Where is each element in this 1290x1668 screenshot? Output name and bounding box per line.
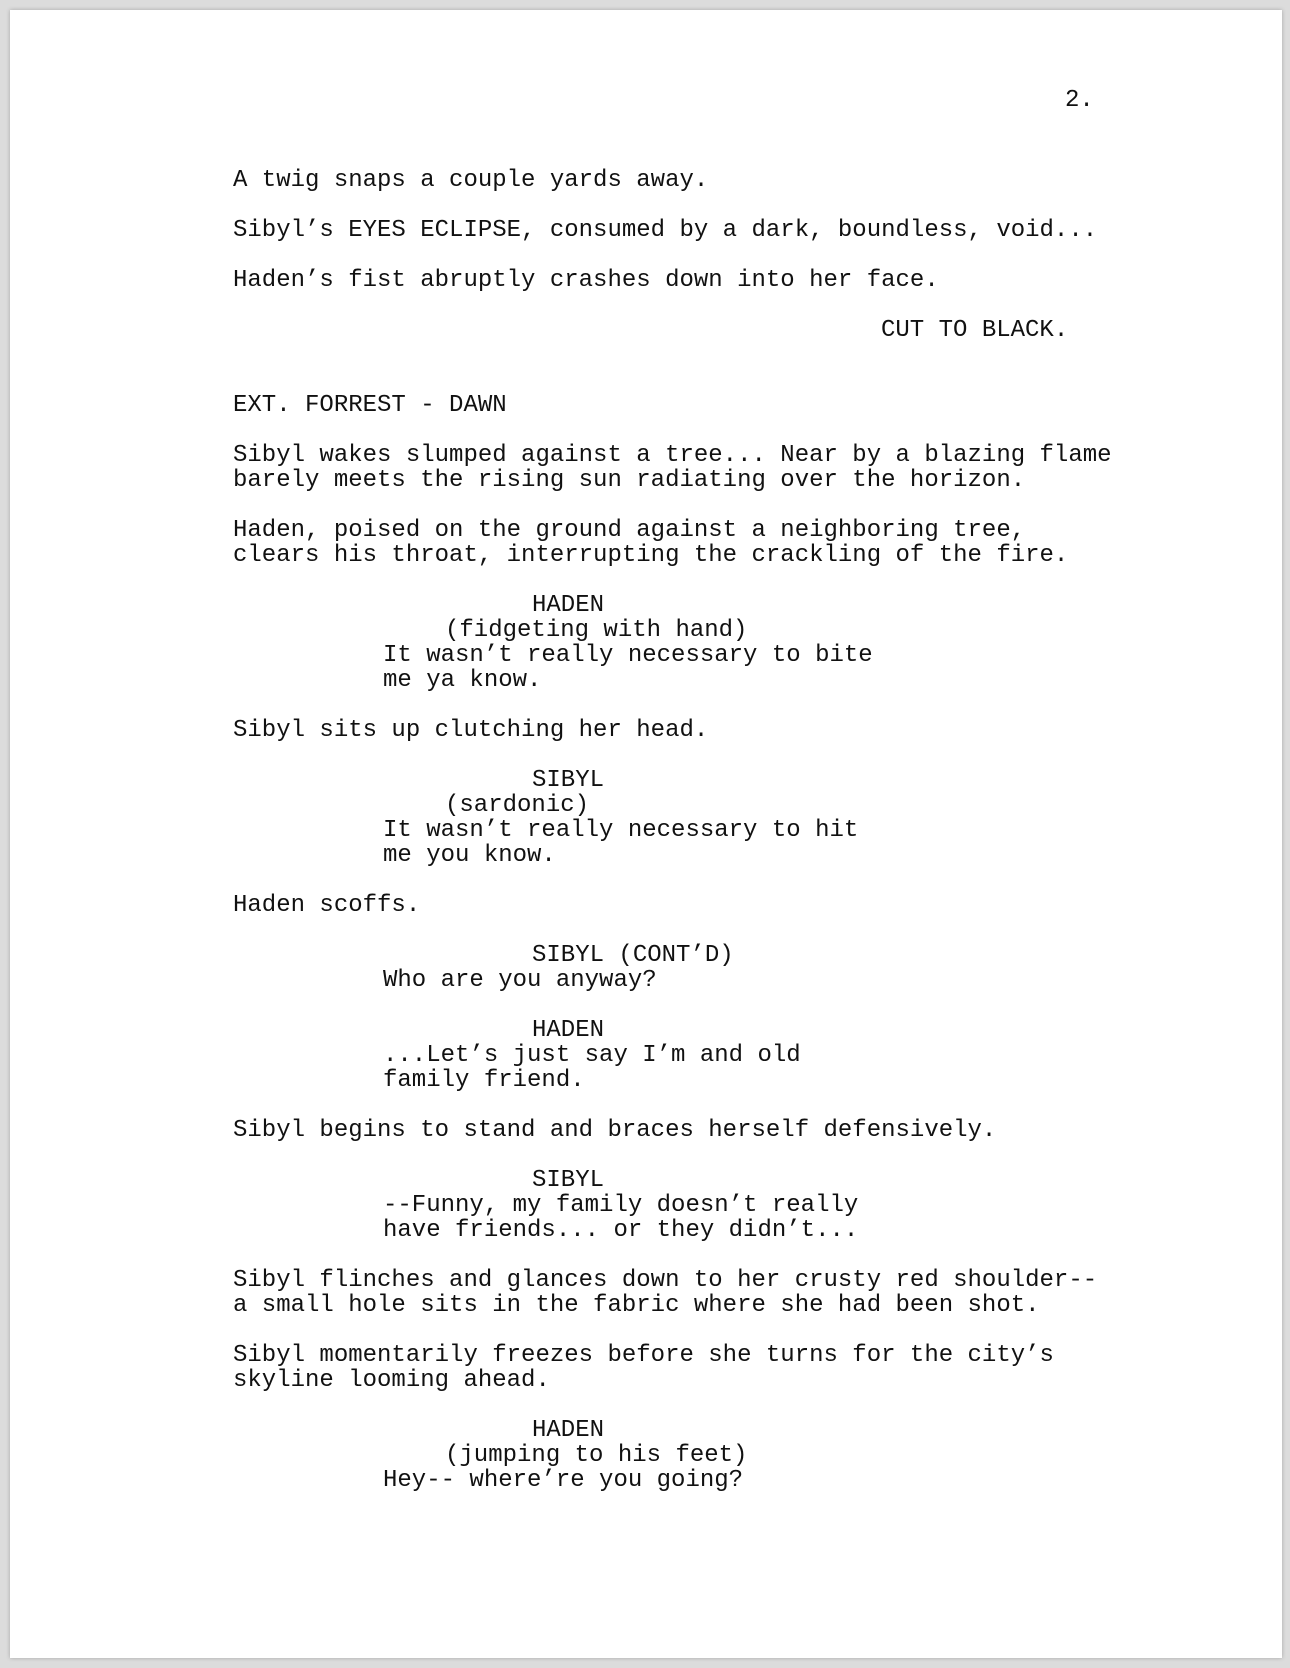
action-line: Haden scoffs.	[233, 892, 421, 919]
dialogue-line: It wasn’t really necessary to bite	[383, 642, 873, 669]
dialogue-line: Hey-- where’re you going?	[383, 1467, 744, 1494]
action-line: Sibyl’s EYES ECLIPSE, consumed by a dark, boundless, void...	[233, 217, 1098, 244]
script-page	[10, 10, 1282, 1658]
character-name: SIBYL	[532, 767, 605, 794]
action-line: Sibyl wakes slumped against a tree... Near by a blazing flame	[233, 442, 1112, 469]
action-line: Sibyl momentarily freezes before she turns for the city’s	[233, 1342, 1054, 1369]
character-name: HADEN	[532, 592, 605, 619]
character-name: SIBYL (CONT’D)	[532, 942, 734, 969]
transition: CUT TO BLACK.	[881, 317, 1069, 344]
character-name: HADEN	[532, 1017, 605, 1044]
dialogue-line: ...Let’s just say I’m and old	[383, 1042, 801, 1069]
character-name: HADEN	[532, 1417, 605, 1444]
action-line: Haden, poised on the ground against a neighboring tree,	[233, 517, 1026, 544]
dialogue-line: --Funny, my family doesn’t really	[383, 1192, 859, 1219]
action-line: Sibyl flinches and glances down to her crusty red shoulder--	[233, 1267, 1098, 1294]
dialogue-line: family friend.	[383, 1067, 585, 1094]
page-number: 2.	[1065, 87, 1094, 114]
action-line: barely meets the rising sun radiating over the horizon.	[233, 467, 1026, 494]
dialogue-line: have friends... or they didn’t...	[383, 1217, 859, 1244]
dialogue-line: me you know.	[383, 842, 556, 869]
dialogue-line: It wasn’t really necessary to hit	[383, 817, 859, 844]
parenthetical: (jumping to his feet)	[445, 1442, 748, 1469]
scene-heading: EXT. FORREST - DAWN	[233, 392, 507, 419]
action-line: Sibyl sits up clutching her head.	[233, 717, 709, 744]
action-line: clears his throat, interrupting the crackling of the fire.	[233, 542, 1069, 569]
dialogue-line: me ya know.	[383, 667, 542, 694]
action-line: A twig snaps a couple yards away.	[233, 167, 709, 194]
action-line: Haden’s fist abruptly crashes down into her face.	[233, 267, 939, 294]
action-line: a small hole sits in the fabric where she had been shot.	[233, 1292, 1040, 1319]
parenthetical: (sardonic)	[445, 792, 590, 819]
dialogue-line: Who are you anyway?	[383, 967, 657, 994]
character-name: SIBYL	[532, 1167, 605, 1194]
action-line: Sibyl begins to stand and braces herself defensively.	[233, 1117, 997, 1144]
parenthetical: (fidgeting with hand)	[445, 617, 748, 644]
action-line: skyline looming ahead.	[233, 1367, 550, 1394]
